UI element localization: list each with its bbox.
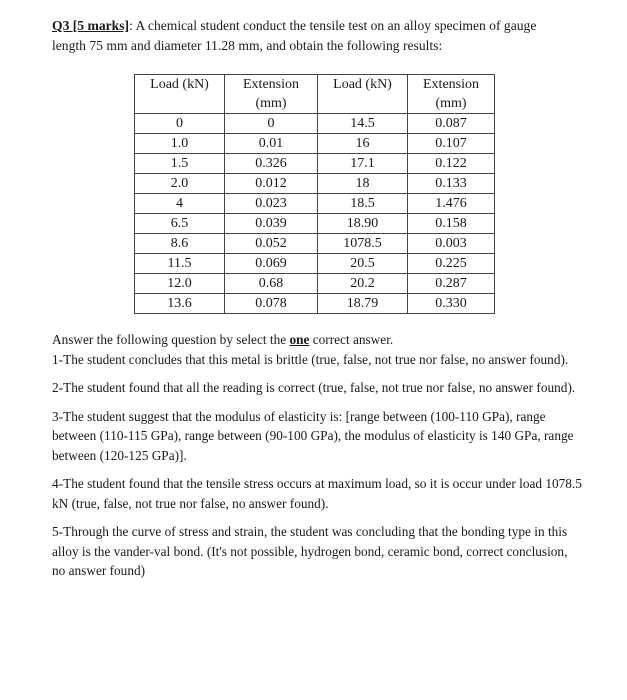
- table-row: [135, 214, 495, 234]
- table-cell: 1078.5: [318, 234, 408, 254]
- table-row: [135, 134, 495, 154]
- table-cell: 0.01: [225, 134, 318, 154]
- table-cell: 11.5: [135, 254, 225, 274]
- table-cell: 6.5: [135, 214, 225, 234]
- table-cell: 12.0: [135, 274, 225, 294]
- table-cell: 0.133: [408, 174, 495, 194]
- table-cell: 0.023: [225, 194, 318, 214]
- question-text-line2: length 75 mm and diameter 11.28 mm, and obtain the following results:: [52, 38, 443, 53]
- table-cell: 0.68: [225, 274, 318, 294]
- table-cell: 1.0: [135, 134, 225, 154]
- table-cell: 0.287: [408, 274, 495, 294]
- table-cell: 20.5: [318, 254, 408, 274]
- table-cell: 18.5: [318, 194, 408, 214]
- table-row: [135, 154, 495, 174]
- table-cell: 0.326: [225, 154, 318, 174]
- table-cell: 18.90: [318, 214, 408, 234]
- table-row: [135, 114, 495, 134]
- table-cell: 0.003: [408, 234, 495, 254]
- table-cell: 20.2: [318, 274, 408, 294]
- question-item-4: 4-The student found that the tensile stress occurs at maximum load, so it is occur under load 1078.5 kN (true, false, not true nor false, no answer found).: [52, 476, 582, 511]
- header-load-2: Load (kN): [318, 75, 408, 114]
- table-row: [135, 254, 495, 274]
- question-item-5: 5-Through the curve of stress and strain, the student was concluding that the bonding type in this alloy is the vander-val bond. (It's not possible, hydrogen bond, ceramic bond, correct conclusion, no answer found): [52, 524, 568, 578]
- table-cell: 18.79: [318, 294, 408, 314]
- questions-section: [52, 330, 582, 581]
- table-cell: 14.5: [318, 114, 408, 134]
- table-cell: 0.107: [408, 134, 495, 154]
- table-row: [135, 174, 495, 194]
- table-cell: 0.158: [408, 214, 495, 234]
- question-item-3: 3-The student suggest that the modulus of elasticity is: [range between (100-110 GPa), range between (110-115 GPa), range between (90-100 GPa), the modulus of elasticity is 140 GPa, range between (120-125 GPa)].: [52, 408, 574, 463]
- question-item-1: 1-The student concludes that this metal is brittle (true, false, not true nor false, no answer found).: [52, 351, 569, 367]
- instructions: Answer the following question by select the one correct answer.: [52, 332, 394, 347]
- table-cell: 1.476: [408, 194, 495, 214]
- table-cell: 0.122: [408, 154, 495, 174]
- table-cell: 0.330: [408, 294, 495, 314]
- table-cell: 1.5: [135, 154, 225, 174]
- header-extension-1: Extension (mm): [225, 75, 318, 114]
- question-item-2: 2-The student found that all the reading is correct (true, false, not true nor false, no answer found).: [52, 380, 576, 395]
- table-cell: 2.0: [135, 174, 225, 194]
- table-row: [135, 234, 495, 254]
- instructions-emphasis: one: [289, 332, 310, 347]
- results-table: [134, 74, 495, 314]
- table-cell: 0: [225, 114, 318, 134]
- table-cell: 17.1: [318, 154, 408, 174]
- table-cell: 0.078: [225, 294, 318, 314]
- question-label: Q3 [5 marks]: [52, 18, 130, 33]
- table-cell: 0: [135, 114, 225, 134]
- table-cell: 16: [318, 134, 408, 154]
- table-cell: 0.225: [408, 254, 495, 274]
- table-cell: 18: [318, 174, 408, 194]
- table-cell: 0.087: [408, 114, 495, 134]
- table-cell: 4: [135, 194, 225, 214]
- header-load-1: Load (kN): [135, 75, 225, 114]
- table-cell: 0.012: [225, 174, 318, 194]
- table-cell: 0.052: [225, 234, 318, 254]
- table-cell: 13.6: [135, 294, 225, 314]
- table-row: [135, 274, 495, 294]
- question-intro: [52, 16, 592, 56]
- table-cell: 0.039: [225, 214, 318, 234]
- header-extension-2: Extension (mm): [408, 75, 495, 114]
- table-cell: 8.6: [135, 234, 225, 254]
- table-row: [135, 294, 495, 314]
- table-row: [135, 194, 495, 214]
- table-cell: 0.069: [225, 254, 318, 274]
- question-text-line1: : A chemical student conduct the tensile test on an alloy specimen of gauge: [129, 18, 537, 33]
- table-header-row: [135, 75, 495, 114]
